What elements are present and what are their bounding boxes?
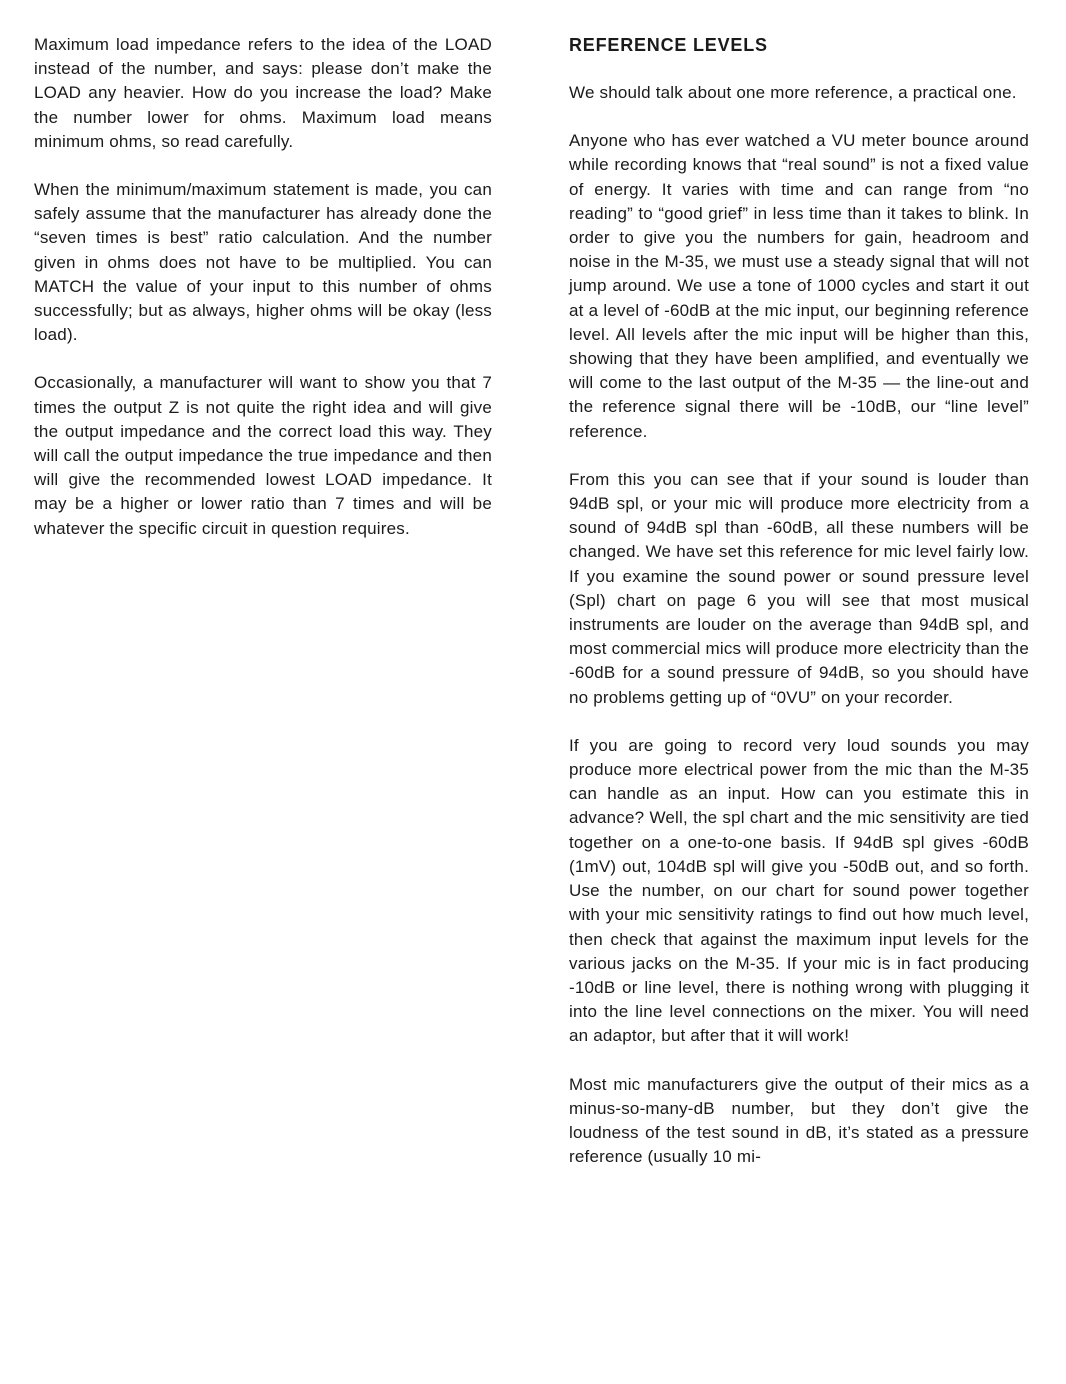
- left-column: [34, 33, 492, 565]
- paragraph-94db-spl: From this you can see that if your sound is louder than 94dB spl, or your mic will produce more electricity from a sound of 94dB spl than -60dB, all these numbers will be changed. We have set this reference for mic level fairly low. If you examine the sound power or sound pressure level (Spl) chart on page 6 you will see that most musical instruments are louder on the average than 94dB spl, and most commercial mics will produce more electricity than the -60dB for a sound pressure of 94dB, so you should have no problems getting up of “0VU” on your recorder.: [569, 469, 1029, 707]
- paragraph-practical-reference: We should talk about one more reference, a practical one.: [569, 83, 1017, 102]
- paragraph-output-impedance: Occasionally, a manufacturer will want to show you that 7 times the output Z is not quite the right idea and will give the output impedance and the correct load this way. They will call the output impedance the true impedance and then will give the recommended lowest LOAD impedance. It may be a higher or lower ratio than 7 times and will be whatever the specific circuit in question requires.: [34, 373, 492, 538]
- paragraph-max-load-impedance: Maximum load impedance refers to the idea of the LOAD instead of the number, and says: please don’t make the LOAD any heavier. How do you increase the load? Make the number lower for ohms. Maximum load means minimum ohms, so read carefully.: [34, 35, 492, 151]
- section-heading: REFERENCE LEVELS: [569, 35, 768, 55]
- paragraph-vu-meter: Anyone who has ever watched a VU meter bounce around while recording knows that “real sound” is not a fixed value of energy. It varies with time and can range from “no reading” to “good grief” in less time than it takes to blink. In order to give you the numbers for gain, headroom and noise in the M-35, we must use a steady signal that will not jump around. We use a tone of 1000 cycles and start it out at a level of -60dB at the mic input, our beginning reference level. All levels after the mic input will be higher than this, showing that they have been amplified, and eventually we will come to the last output of the M-35 — the line-out and the reference signal there will be -10dB, our “line level” reference.: [569, 131, 1029, 441]
- paragraph-min-max-statement: When the minimum/maximum statement is made, you can safely assume that the manufacturer has already done the “seven times is best” ratio calculation. And the number given in ohms does not have to be multiplied. You can MATCH the value of your input to this number of ohms successfully; but as always, higher ohms will be okay (less load).: [34, 180, 492, 345]
- paragraph-mic-manufacturers: Most mic manufacturers give the output of their mics as a minus-so-many-dB number, but they don’t give the loudness of the test sound in dB, it’s stated as a pressure reference (usually 10 mi-: [569, 1074, 1029, 1167]
- right-column: [569, 33, 1029, 1193]
- paragraph-loud-sounds: If you are going to record very loud sounds you may produce more electrical power from the mic than the M-35 can handle as an input. How can you estimate this in advance? Well, the spl chart and the mic sensitivity are tied together on a one-to-one basis. If 94dB spl gives -60dB (1mV) out, 104dB spl will give you -50dB out, and so forth. Use the number, on our chart for sound power together with your mic sensitivity ratings to find out how much level, then check that against the maximum input levels for the various jacks on the M-35. If your mic is in fact producing -10dB or line level, there is nothing wrong with plugging it into the line level connections on the mixer. You will need an adaptor, but after that it will work!: [569, 735, 1029, 1046]
